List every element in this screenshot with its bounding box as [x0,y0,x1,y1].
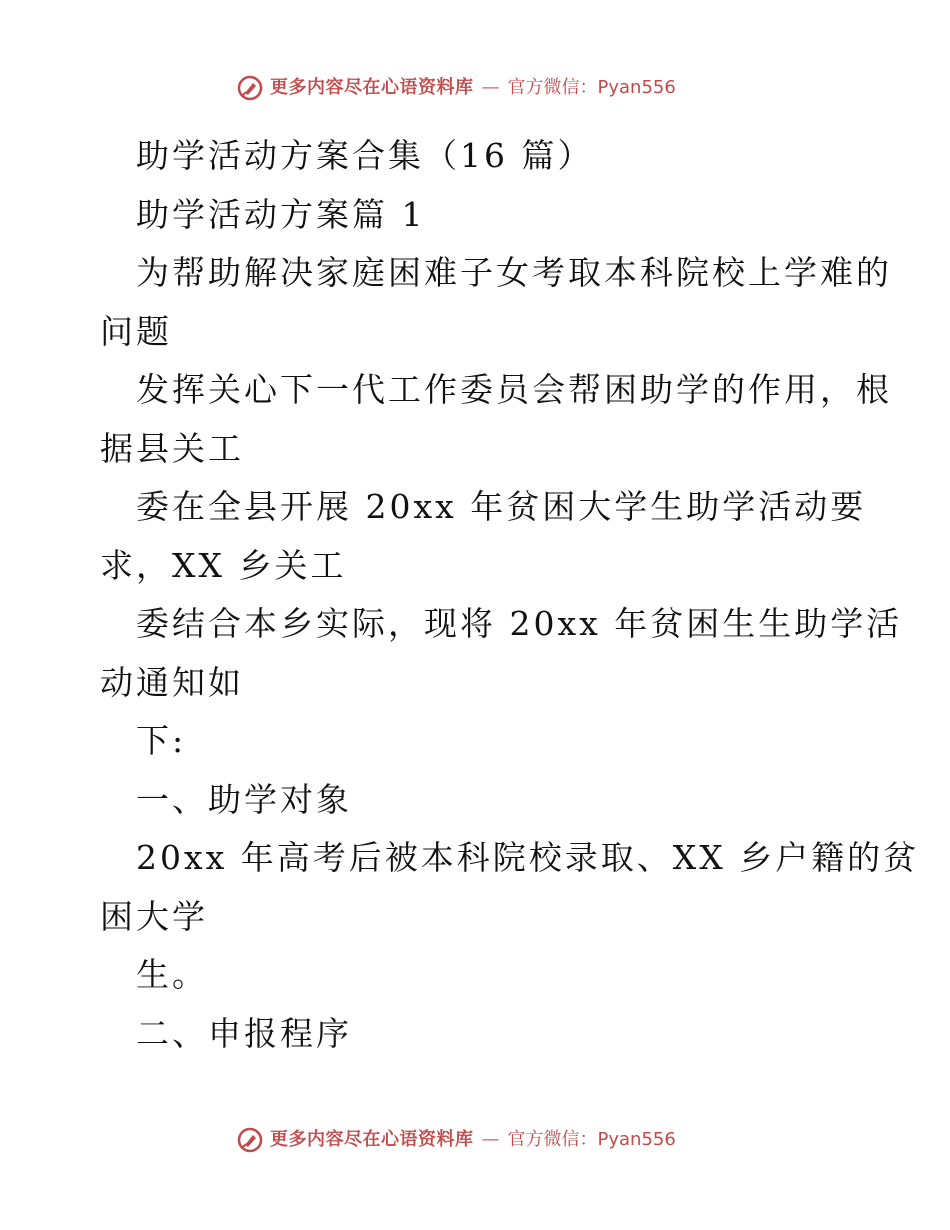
watermark-sub-text: 官方微信：Pyan556 [507,1129,676,1150]
header-watermark [236,74,676,102]
document-line: 20xx 年高考后被本科院校录取、XX 乡户籍的贫 [136,838,920,877]
document-line: 发挥关心下一代工作委员会帮困助学的作用，根 [136,370,892,409]
document-body [100,127,920,1063]
document-line: 二、申报程序 [136,1013,352,1053]
watermark-sub-text: 官方微信：Pyan556 [507,77,676,98]
document-line: 问题 [100,311,172,351]
document-line: 助学活动方案合集（16 篇） [136,136,594,175]
pen-nib-icon [236,74,264,102]
watermark-separator: — [481,1129,500,1150]
document-line: 动通知如 [100,662,244,702]
document-line: 助学活动方案篇 1 [136,194,426,234]
watermark-main-text: 更多内容尽在心语资料库 [270,77,474,98]
footer-watermark [236,1126,676,1154]
document-line: 委结合本乡实际，现将 20xx 年贫困生生助学活 [136,604,903,643]
watermark-main-text: 更多内容尽在心语资料库 [270,1129,474,1150]
document-line: 困大学 [100,896,208,936]
document-line: 下: [136,721,187,760]
document-line: 一、助学对象 [136,779,352,819]
document-line: 求，XX 乡关工 [100,545,347,585]
document-line: 生。 [136,955,208,994]
document-line: 委在全县开展 20xx 年贫困大学生助学活动要 [136,487,867,526]
watermark-separator: — [481,77,500,98]
pen-nib-icon [236,1126,264,1154]
document-line: 为帮助解决家庭困难子女考取本科院校上学难的 [136,253,892,292]
document-line: 据县关工 [100,428,244,468]
